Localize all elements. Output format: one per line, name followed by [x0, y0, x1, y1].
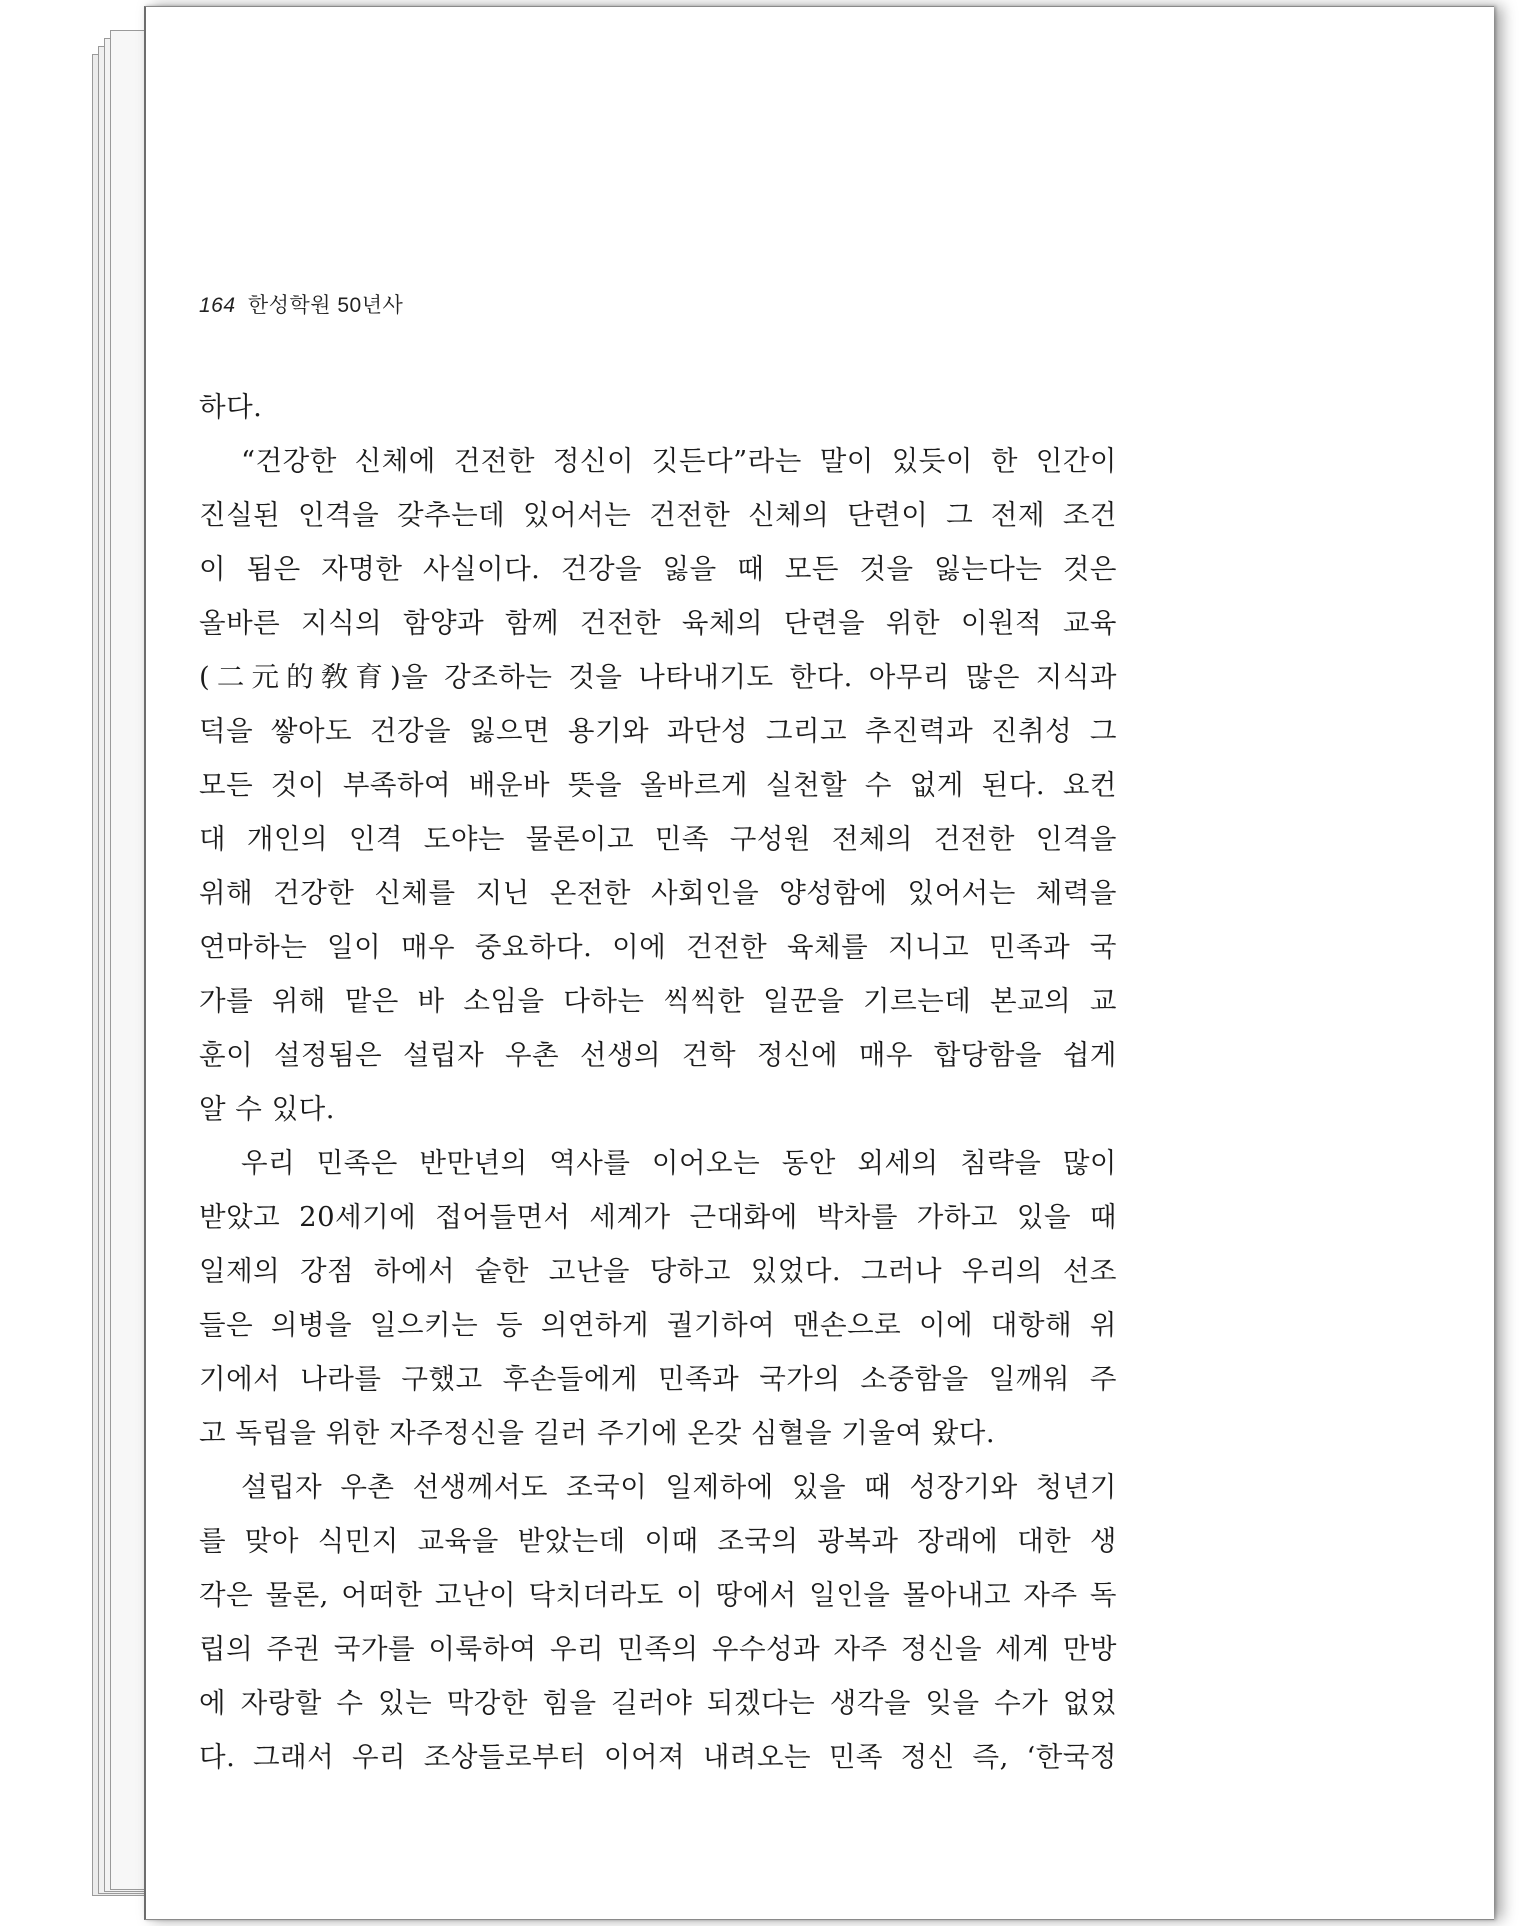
text-line: 가를 위해 맡은 바 소임을 다하는 씩씩한 일꾼을 기르는데 본교의 교	[199, 985, 1117, 1017]
text-line: 하다.	[199, 391, 263, 423]
text-line: (二元的敎育)을 강조하는 것을 나타내기도 한다. 아무리 많은 지식과	[199, 661, 1117, 693]
text-line: 훈이 설정됨은 설립자 우촌 선생의 건학 정신에 매우 합당함을 쉽게	[199, 1039, 1117, 1071]
text-line: 이 됨은 자명한 사실이다. 건강을 잃을 때 모든 것을 잃는다는 것은	[199, 553, 1117, 585]
text-line: 각은 물론, 어떠한 고난이 닥치더라도 이 땅에서 일인을 몰아내고 자주 독	[199, 1579, 1117, 1611]
text-line: 진실된 인격을 갖추는데 있어서는 건전한 신체의 단련이 그 전제 조건	[199, 499, 1117, 531]
text-line: 들은 의병을 일으키는 등 의연하게 궐기하여 맨손으로 이에 대항해 위	[199, 1309, 1117, 1341]
text-line: 를 맞아 식민지 교육을 받았는데 이때 조국의 광복과 장래에 대한 생	[199, 1525, 1117, 1557]
book-title: 한성학원 50년사	[247, 294, 404, 317]
text-line: 우리 민족은 반만년의 역사를 이어오는 동안 외세의 침략을 많이	[241, 1147, 1117, 1179]
text-line: “건강한 신체에 건전한 정신이 깃든다”라는 말이 있듯이 한 인간이	[241, 445, 1117, 477]
body-text	[199, 380, 1117, 1784]
page-number: 164	[199, 294, 236, 317]
text-line: 올바른 지식의 함양과 함께 건전한 육체의 단련을 위한 이원적 교육	[199, 607, 1117, 639]
text-line: 다. 그래서 우리 조상들로부터 이어져 내려오는 민족 정신 즉, ‘한국정	[199, 1741, 1117, 1773]
text-line: 연마하는 일이 매우 중요하다. 이에 건전한 육체를 지니고 민족과 국	[199, 931, 1117, 963]
text-line: 에 자랑할 수 있는 막강한 힘을 길러야 되겠다는 생각을 잊을 수가 없었	[199, 1687, 1117, 1719]
text-line: 알 수 있다.	[199, 1093, 335, 1125]
text-line: 대 개인의 인격 도야는 물론이고 민족 구성원 전체의 건전한 인격을	[199, 823, 1117, 855]
text-line: 일제의 강점 하에서 숱한 고난을 당하고 있었다. 그러나 우리의 선조	[199, 1255, 1117, 1287]
text-line: 덕을 쌓아도 건강을 잃으면 용기와 과단성 그리고 추진력과 진취성 그	[199, 715, 1117, 747]
text-line: 기에서 나라를 구했고 후손들에게 민족과 국가의 소중함을 일깨워 주	[199, 1363, 1117, 1395]
text-line: 고 독립을 위한 자주정신을 길러 주기에 온갖 심혈을 기울여 왔다.	[199, 1417, 996, 1449]
text-line: 위해 건강한 신체를 지닌 온전한 사회인을 양성함에 있어서는 체력을	[199, 877, 1117, 909]
running-header	[199, 289, 403, 319]
text-line: 설립자 우촌 선생께서도 조국이 일제하에 있을 때 성장기와 청년기	[241, 1471, 1117, 1503]
text-line: 모든 것이 부족하여 배운바 뜻을 올바르게 실천할 수 없게 된다. 요컨	[199, 769, 1117, 801]
text-line: 받았고 20세기에 접어들면서 세계가 근대화에 박차를 가하고 있을 때	[199, 1201, 1117, 1233]
text-line: 립의 주권 국가를 이룩하여 우리 민족의 우수성과 자주 정신을 세계 만방	[199, 1633, 1117, 1665]
